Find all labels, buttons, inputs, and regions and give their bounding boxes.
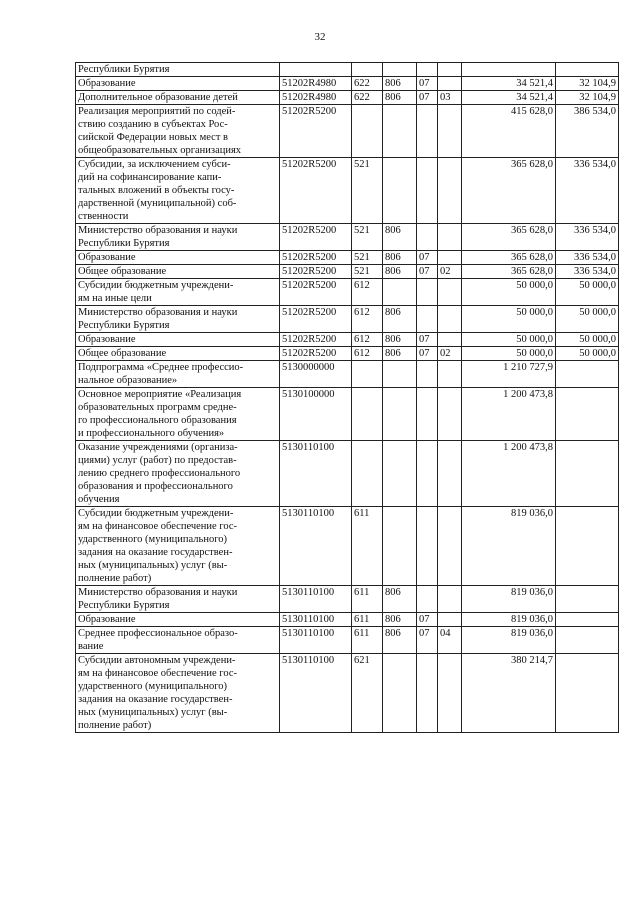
target-code-cell: 5130110100 — [280, 654, 352, 733]
admin-code-cell: 806 — [383, 347, 417, 361]
amount-year1-cell: 50 000,0 — [462, 333, 556, 347]
section-cell — [417, 441, 438, 507]
subsection-cell — [438, 105, 462, 158]
admin-code-cell — [383, 507, 417, 586]
page-number: 32 — [314, 31, 326, 43]
amount-year1-cell: 819 036,0 — [462, 507, 556, 586]
target-code-cell: 51202R5200 — [280, 347, 352, 361]
amount-year1-cell: 380 214,7 — [462, 654, 556, 733]
row-name-cell: Образование — [76, 251, 280, 265]
expense-type-cell: 612 — [352, 306, 383, 333]
section-cell — [417, 224, 438, 251]
amount-year2-cell: 336 534,0 — [556, 265, 619, 279]
amount-year1-cell: 415 628,0 — [462, 105, 556, 158]
section-cell — [417, 105, 438, 158]
amount-year1-cell: 34 521,4 — [462, 77, 556, 91]
section-cell: 07 — [417, 265, 438, 279]
admin-code-cell: 806 — [383, 586, 417, 613]
subsection-cell — [438, 586, 462, 613]
target-code-cell: 51202R5200 — [280, 105, 352, 158]
row-name-cell: Общее образование — [76, 265, 280, 279]
section-cell — [417, 158, 438, 224]
subsection-cell: 02 — [438, 347, 462, 361]
admin-code-cell — [383, 105, 417, 158]
row-name-cell: Подпрограмма «Среднее профессио- нальное образование» — [76, 361, 280, 388]
admin-code-cell: 806 — [383, 613, 417, 627]
subsection-cell — [438, 306, 462, 333]
target-code-cell: 51202R5200 — [280, 306, 352, 333]
section-cell: 07 — [417, 333, 438, 347]
target-code-cell: 51202R5200 — [280, 279, 352, 306]
admin-code-cell: 806 — [383, 333, 417, 347]
target-code-cell: 51202R4980 — [280, 91, 352, 105]
table-row — [76, 361, 619, 388]
amount-year2-cell: 386 534,0 — [556, 105, 619, 158]
section-cell: 07 — [417, 613, 438, 627]
expense-type-cell: 521 — [352, 158, 383, 224]
expense-type-cell: 612 — [352, 333, 383, 347]
subsection-cell — [438, 251, 462, 265]
subsection-cell — [438, 63, 462, 77]
amount-year2-cell — [556, 613, 619, 627]
subsection-cell — [438, 507, 462, 586]
subsection-cell — [438, 613, 462, 627]
subsection-cell — [438, 654, 462, 733]
admin-code-cell — [383, 388, 417, 441]
table-row — [76, 654, 619, 733]
admin-code-cell — [383, 361, 417, 388]
expense-type-cell: 621 — [352, 654, 383, 733]
budget-table — [75, 62, 619, 733]
target-code-cell: 5130100000 — [280, 388, 352, 441]
target-code-cell — [280, 63, 352, 77]
admin-code-cell — [383, 63, 417, 77]
amount-year2-cell — [556, 507, 619, 586]
expense-type-cell: 521 — [352, 265, 383, 279]
target-code-cell: 5130110100 — [280, 586, 352, 613]
expense-type-cell: 521 — [352, 224, 383, 251]
row-name-cell: Субсидии, за исключением субси- дий на софинансирование капи- тальных вложений в объекты госу- дарственной (муниципальной) соб- ственности — [76, 158, 280, 224]
amount-year1-cell: 34 521,4 — [462, 91, 556, 105]
amount-year1-cell: 50 000,0 — [462, 347, 556, 361]
expense-type-cell: 521 — [352, 251, 383, 265]
target-code-cell: 51202R5200 — [280, 224, 352, 251]
section-cell — [417, 63, 438, 77]
row-name-cell: Образование — [76, 77, 280, 91]
amount-year2-cell: 50 000,0 — [556, 279, 619, 306]
target-code-cell: 51202R5200 — [280, 333, 352, 347]
amount-year2-cell — [556, 63, 619, 77]
row-name-cell: Министерство образования и науки Республики Бурятия — [76, 586, 280, 613]
amount-year1-cell: 365 628,0 — [462, 224, 556, 251]
expense-type-cell: 611 — [352, 613, 383, 627]
target-code-cell: 5130110100 — [280, 627, 352, 654]
amount-year2-cell — [556, 654, 619, 733]
subsection-cell — [438, 361, 462, 388]
section-cell — [417, 388, 438, 441]
subsection-cell: 04 — [438, 627, 462, 654]
subsection-cell — [438, 224, 462, 251]
target-code-cell: 51202R5200 — [280, 265, 352, 279]
row-name-cell: Министерство образования и науки Республики Бурятия — [76, 306, 280, 333]
table-row — [76, 77, 619, 91]
subsection-cell — [438, 388, 462, 441]
expense-type-cell — [352, 441, 383, 507]
amount-year2-cell — [556, 627, 619, 654]
admin-code-cell: 806 — [383, 306, 417, 333]
amount-year2-cell: 32 104,9 — [556, 77, 619, 91]
target-code-cell: 5130110100 — [280, 507, 352, 586]
expense-type-cell: 622 — [352, 91, 383, 105]
amount-year2-cell — [556, 586, 619, 613]
expense-type-cell: 611 — [352, 627, 383, 654]
amount-year2-cell — [556, 388, 619, 441]
row-name-cell: Реализация мероприятий по содей- ствию созданию в субъектах Рос- сийской Федерации новых мест в общеобразовательных организациях — [76, 105, 280, 158]
row-name-cell: Оказание учреждениями (организа- циями) услуг (работ) по предостав- лению среднего профессионального образования и профессионального обучения — [76, 441, 280, 507]
row-name-cell: Республики Бурятия — [76, 63, 280, 77]
expense-type-cell: 622 — [352, 77, 383, 91]
row-name-cell: Общее образование — [76, 347, 280, 361]
table-row — [76, 224, 619, 251]
subsection-cell — [438, 158, 462, 224]
admin-code-cell — [383, 158, 417, 224]
row-name-cell: Дополнительное образование детей — [76, 91, 280, 105]
admin-code-cell — [383, 441, 417, 507]
expense-type-cell: 612 — [352, 279, 383, 306]
row-name-cell: Основное мероприятие «Реализация образовательных программ средне- го профессионального образования и профессионального обучения» — [76, 388, 280, 441]
subsection-cell — [438, 333, 462, 347]
section-cell — [417, 279, 438, 306]
section-cell — [417, 654, 438, 733]
table-row — [76, 441, 619, 507]
target-code-cell: 5130000000 — [280, 361, 352, 388]
section-cell — [417, 361, 438, 388]
subsection-cell: 03 — [438, 91, 462, 105]
amount-year2-cell: 50 000,0 — [556, 306, 619, 333]
table-row — [76, 279, 619, 306]
expense-type-cell: 611 — [352, 586, 383, 613]
table-row — [76, 306, 619, 333]
amount-year2-cell — [556, 361, 619, 388]
row-name-cell: Среднее профессиональное образо- вание — [76, 627, 280, 654]
amount-year1-cell: 819 036,0 — [462, 586, 556, 613]
admin-code-cell: 806 — [383, 224, 417, 251]
section-cell: 07 — [417, 627, 438, 654]
table-row — [76, 347, 619, 361]
target-code-cell: 5130110100 — [280, 441, 352, 507]
expense-type-cell: 612 — [352, 347, 383, 361]
amount-year1-cell: 365 628,0 — [462, 158, 556, 224]
row-name-cell: Министерство образования и науки Республики Бурятия — [76, 224, 280, 251]
section-cell: 07 — [417, 347, 438, 361]
admin-code-cell — [383, 654, 417, 733]
section-cell: 07 — [417, 77, 438, 91]
expense-type-cell: 611 — [352, 507, 383, 586]
amount-year1-cell: 365 628,0 — [462, 265, 556, 279]
expense-type-cell — [352, 105, 383, 158]
amount-year2-cell: 32 104,9 — [556, 91, 619, 105]
target-code-cell: 51202R5200 — [280, 158, 352, 224]
subsection-cell — [438, 77, 462, 91]
admin-code-cell: 806 — [383, 91, 417, 105]
amount-year2-cell: 336 534,0 — [556, 158, 619, 224]
table-row — [76, 91, 619, 105]
amount-year1-cell: 819 036,0 — [462, 627, 556, 654]
section-cell: 07 — [417, 91, 438, 105]
amount-year2-cell: 50 000,0 — [556, 333, 619, 347]
amount-year2-cell: 50 000,0 — [556, 347, 619, 361]
subsection-cell — [438, 441, 462, 507]
admin-code-cell — [383, 279, 417, 306]
expense-type-cell — [352, 63, 383, 77]
table-row — [76, 388, 619, 441]
subsection-cell: 02 — [438, 265, 462, 279]
amount-year2-cell: 336 534,0 — [556, 251, 619, 265]
amount-year1-cell — [462, 63, 556, 77]
row-name-cell: Субсидии бюджетным учреждени- ям на финансовое обеспечение гос- ударственного (муниципального) задания на оказание государствен- ных (муниципальных) услуг (вы- полнение работ) — [76, 507, 280, 586]
section-cell — [417, 586, 438, 613]
amount-year1-cell: 50 000,0 — [462, 279, 556, 306]
target-code-cell: 51202R5200 — [280, 251, 352, 265]
admin-code-cell: 806 — [383, 627, 417, 654]
amount-year1-cell: 50 000,0 — [462, 306, 556, 333]
table-row — [76, 627, 619, 654]
row-name-cell: Образование — [76, 333, 280, 347]
table-row — [76, 586, 619, 613]
admin-code-cell: 806 — [383, 77, 417, 91]
admin-code-cell: 806 — [383, 265, 417, 279]
target-code-cell: 5130110100 — [280, 613, 352, 627]
section-cell: 07 — [417, 251, 438, 265]
table-row — [76, 158, 619, 224]
table-row — [76, 613, 619, 627]
subsection-cell — [438, 279, 462, 306]
budget-table-body — [76, 63, 619, 733]
admin-code-cell: 806 — [383, 251, 417, 265]
table-row — [76, 507, 619, 586]
section-cell — [417, 507, 438, 586]
amount-year2-cell — [556, 441, 619, 507]
table-row — [76, 265, 619, 279]
expense-type-cell — [352, 388, 383, 441]
row-name-cell: Субсидии бюджетным учреждени- ям на иные цели — [76, 279, 280, 306]
expense-type-cell — [352, 361, 383, 388]
row-name-cell: Образование — [76, 613, 280, 627]
section-cell — [417, 306, 438, 333]
table-row — [76, 63, 619, 77]
amount-year2-cell: 336 534,0 — [556, 224, 619, 251]
table-row — [76, 333, 619, 347]
amount-year1-cell: 1 210 727,9 — [462, 361, 556, 388]
table-row — [76, 251, 619, 265]
amount-year1-cell: 365 628,0 — [462, 251, 556, 265]
amount-year1-cell: 1 200 473,8 — [462, 388, 556, 441]
row-name-cell: Субсидии автономным учреждени- ям на финансовое обеспечение гос- ударственного (муниципального) задания на оказание государствен- ных (муниципальных) услуг (вы- полнение работ) — [76, 654, 280, 733]
amount-year1-cell: 819 036,0 — [462, 613, 556, 627]
amount-year1-cell: 1 200 473,8 — [462, 441, 556, 507]
table-row — [76, 105, 619, 158]
target-code-cell: 51202R4980 — [280, 77, 352, 91]
